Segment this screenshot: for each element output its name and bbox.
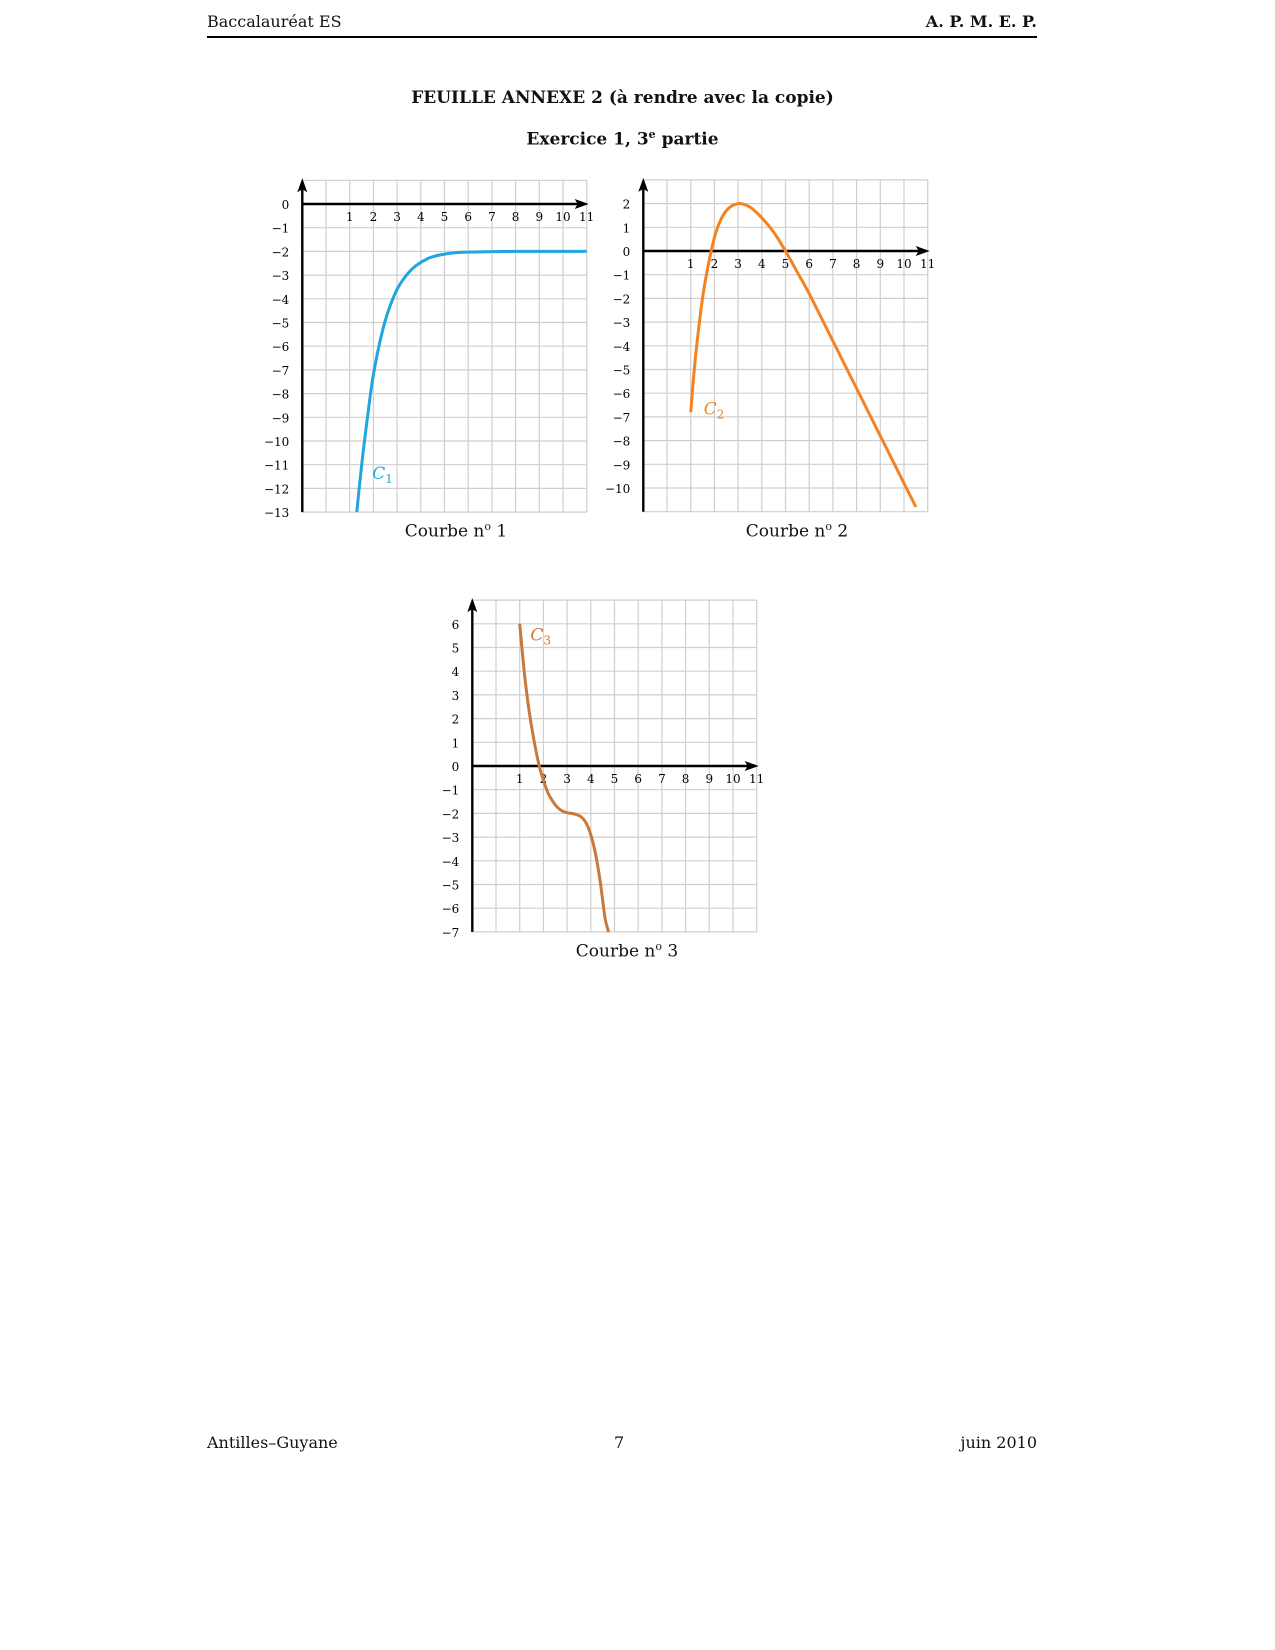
x-tick-label: 5 (610, 772, 619, 786)
caption-2-sup: o (825, 520, 832, 533)
y-tick-label: −6 (441, 902, 460, 917)
y-tick-label: −5 (441, 878, 460, 893)
y-tick-label: −7 (612, 410, 631, 425)
y-tick-label: −2 (271, 245, 290, 260)
x-tick-label: 7 (488, 210, 496, 224)
caption-1-sup: o (484, 520, 491, 533)
caption-1-pre: Courbe n (404, 521, 485, 542)
y-tick-label: −1 (271, 221, 290, 236)
y-tick-label: −5 (612, 363, 631, 378)
x-tick-label: 10 (896, 257, 912, 271)
x-tick-label: 4 (586, 772, 595, 786)
y-tick-label: −6 (612, 387, 631, 402)
x-tick-label: 6 (805, 257, 814, 271)
x-tick-label: 6 (464, 210, 473, 224)
header-right: A. P. M. E. P. (925, 12, 1037, 31)
x-tick-label: 2 (369, 210, 378, 224)
x-tick-label: 5 (781, 257, 790, 271)
y-tick-label: 6 (451, 617, 460, 632)
x-tick-label: 11 (749, 772, 765, 786)
y-tick-label: −3 (271, 269, 290, 284)
footer-page-number: 7 (614, 1433, 625, 1452)
y-tick-label: −2 (612, 292, 631, 307)
y-tick-label: −10 (263, 435, 290, 449)
x-tick-label: 3 (563, 772, 571, 786)
y-tick-label: 0 (281, 198, 290, 212)
y-tick-label: −4 (271, 292, 290, 307)
x-tick-label: 6 (634, 772, 643, 786)
y-tick-label: −6 (271, 340, 290, 355)
x-tick-label: 11 (920, 257, 936, 271)
x-tick-label: 8 (852, 257, 861, 271)
y-tick-label: −7 (271, 363, 290, 378)
chart-3-caption (527, 940, 727, 962)
y-tick-label: 2 (622, 197, 631, 212)
y-tick-label: 2 (451, 712, 460, 727)
caption-3-post: 3 (662, 941, 679, 962)
curve-label-c3 (530, 625, 551, 647)
x-tick-label: 4 (416, 210, 425, 224)
page-title: FEUILLE ANNEXE 2 (à rendre avec la copie) (411, 88, 834, 108)
curve-label-letter: C (703, 399, 717, 420)
y-tick-label: −1 (441, 783, 460, 798)
curve-label-subscript: 3 (543, 633, 552, 648)
footer-left: Antilles–Guyane (207, 1433, 338, 1452)
x-tick-label: 5 (440, 210, 449, 224)
y-tick-label: −2 (441, 807, 460, 822)
y-tick-label: 3 (451, 688, 460, 703)
curve-label-subscript: 2 (716, 407, 725, 422)
x-tick-label: 9 (876, 257, 885, 271)
x-tick-label: 4 (757, 257, 766, 271)
x-tick-label: 10 (555, 210, 571, 224)
y-tick-label: −13 (263, 506, 290, 521)
x-tick-label: 9 (705, 772, 714, 786)
y-tick-label: 0 (451, 760, 460, 774)
x-tick-label: 1 (345, 210, 354, 224)
x-tick-label: 8 (511, 210, 520, 224)
x-tick-label: 1 (686, 257, 695, 271)
y-tick-label: 1 (451, 736, 460, 751)
caption-3-pre: Courbe n (575, 941, 656, 962)
y-tick-label: −7 (441, 925, 460, 940)
y-tick-label: 1 (622, 221, 631, 236)
x-tick-label: 1 (515, 772, 524, 786)
x-tick-label: 7 (829, 257, 837, 271)
x-tick-label: 2 (539, 772, 548, 786)
y-tick-label: −1 (612, 268, 631, 283)
y-tick-label: −10 (604, 482, 631, 496)
curve-label-subscript: 1 (385, 471, 393, 486)
y-tick-label: 5 (451, 641, 460, 656)
y-tick-label: −3 (612, 316, 631, 331)
x-tick-label: 2 (710, 257, 719, 271)
header-left: Baccalauréat ES (207, 12, 342, 31)
x-tick-label: 7 (658, 772, 666, 786)
x-tick-label: 9 (535, 210, 544, 224)
x-tick-label: 10 (725, 772, 741, 786)
y-tick-label: 4 (451, 665, 460, 680)
y-tick-label: −12 (263, 482, 290, 497)
footer-right: juin 2010 (960, 1433, 1037, 1452)
y-tick-label: −11 (263, 458, 290, 473)
curve-label-letter: C (530, 625, 544, 646)
subtitle-pre: Exercice 1, 3 (526, 129, 649, 150)
caption-2-post: 2 (832, 521, 849, 542)
x-tick-label: 3 (393, 210, 401, 224)
caption-2-pre: Courbe n (745, 521, 826, 542)
caption-3-sup: o (655, 940, 662, 953)
y-tick-label: 0 (622, 245, 631, 259)
y-tick-label: −4 (612, 339, 631, 354)
y-tick-label: −4 (441, 854, 460, 869)
y-tick-label: −8 (271, 387, 290, 402)
x-tick-label: 8 (681, 772, 690, 786)
y-tick-label: −9 (612, 458, 631, 473)
subtitle-sup: e (648, 128, 656, 141)
subtitle-post: partie (655, 129, 719, 150)
y-tick-label: −5 (271, 316, 290, 331)
y-tick-label: −8 (612, 434, 631, 449)
x-tick-label: 3 (734, 257, 742, 271)
curve-label-letter: C (372, 463, 386, 484)
x-tick-label: 11 (579, 210, 595, 224)
y-tick-label: −3 (441, 831, 460, 846)
y-tick-label: −9 (271, 411, 290, 426)
caption-1-post: 1 (491, 521, 508, 542)
